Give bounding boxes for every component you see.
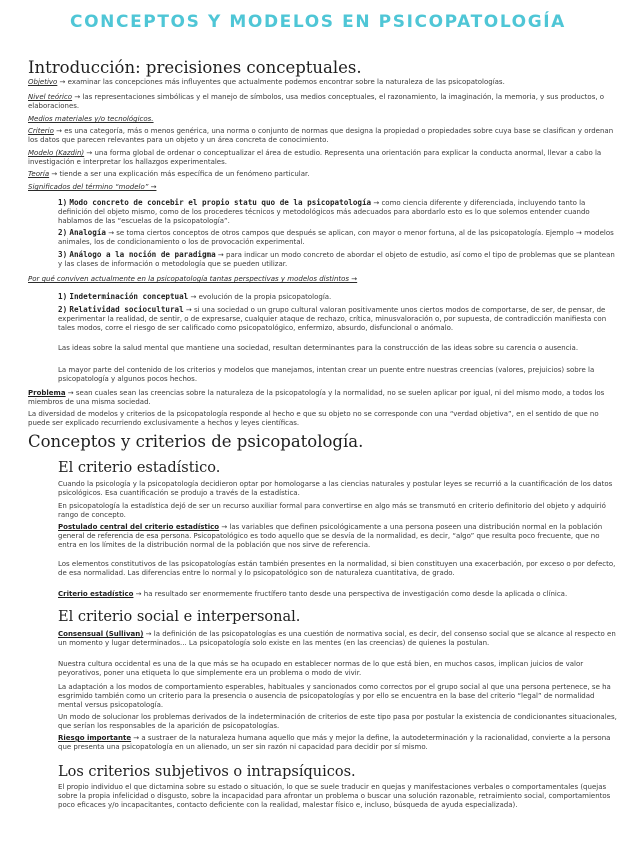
subsection-heading-estadistico: El criterio estadístico. — [58, 460, 221, 476]
paragraph-nivel-teorico — [28, 93, 620, 111]
list-text: → evolución de la propia psicopatología. — [188, 293, 332, 301]
paragraph-problema — [28, 389, 620, 407]
list-number: 1) — [58, 198, 68, 207]
list-label: Indeterminación conceptual — [69, 292, 189, 301]
term-text: → es una categoría, más o menos genérica, una norma o conjunto de normas que designa la propiedad o propiedades sobre cuya base se clasifican y ordenan los datos que parecen relevantes para un objeto y un área concreta de conocimiento. — [28, 127, 614, 144]
term-text: → las representaciones simbólicas y el manejo de símbolos, usa medios conceptuales, el razonamiento, la imaginación, la memoria, y sus productos, o elaboraciones. — [28, 93, 605, 110]
paragraph-ideas: Las ideas sobre la salud mental que mantiene una sociedad, resultan determinantes para la construcción de las ideas sobre su carencia o ausencia. — [58, 344, 579, 352]
list-text: → se toma ciertos conceptos de otros campos que después se aplican, con mayor o menor fortuna, al de las psicopatología. Ejemplo → modelos animales, los de condicionamiento o los de provocación experimental. — [58, 229, 614, 246]
term-label: Criterio estadístico — [58, 590, 134, 598]
paragraph-criterio-estadistico — [58, 590, 620, 599]
list-label: Analogía — [69, 228, 106, 237]
term-text: → las variables que definen psicológicamente a una persona poseen una distribución normal en la población general de referencia de esa persona. Psicopatológico es todo aquello que se desvía de la normalidad, es decir, “algo” que resulta poco frecuente, que no entra en los límites de la distribución normal de la población que nos sirve de referencia. — [58, 523, 603, 549]
paragraph-modelo — [28, 149, 620, 167]
paragraph-consensual — [58, 630, 620, 648]
term-label: Nivel teórico — [28, 93, 73, 101]
list-item-significado-2 — [58, 229, 620, 247]
list-number: 1) — [58, 292, 68, 301]
paragraph-riesgo — [58, 734, 620, 752]
list-text: → como ciencia diferente y diferenciada, incluyendo tanto la definición del objeto mismo, como de los procederes técnicos y metodológicos más adecuados para abordarlo esto es lo que solemos entender cuando hablamos de las “escuelas de la psicopatología”. — [58, 199, 590, 225]
list-label: Modo concreto de concebir el propio statu quo de la psicopatología — [69, 198, 372, 207]
paragraph-estadistico-2: En psicopatología la estadística dejó de ser un recurso auxiliar formal para convertirse en algo más se transmutó en criterio definitorio del objeto y adquirió rango de concepto. — [58, 502, 606, 519]
paragraph-social-1: Nuestra cultura occidental es una de la que más se ha ocupado en establecer normas de lo que está bien, en muchos casos, implican juicios de valor peyorativos, poner una etiqueta lo que simplemente era un problema o modo de vivir. — [58, 660, 584, 677]
list-item-significado-3 — [58, 251, 620, 269]
term-text: → a sustraer de la naturaleza humana aquello que más y mejor la define, la autodeterminación y la racionalidad, convierte a la persona que presenta una psicopatología en un alienado, un ser sin razón ni capacidad para decidir por sí mismo. — [58, 734, 611, 751]
paragraph-subjetivos-1: El propio individuo el que dictamina sobre su estado o situación, lo que se suele traducir en quejas y manifestaciones verbales o comportamentales (quejas sobre la propia infelicidad o disgusto, sobre la incapacidad para afrontar un problema o buscar una solución razonable, retraimiento social, comportamientos poco eficaces y/o incapacitantes, contacto deficiente con la realidad, malestar físico e, incluso, búsqueda de ayuda especializada). — [58, 783, 611, 809]
term-text: → examinar las concepciones más influyentes que actualmente podemos encontrar sobre la naturaleza de las psicopatologías. — [57, 78, 505, 86]
term-label: Por qué conviven actualmente en la psicopatología tantas perspectivas y modelos distintos → — [28, 275, 358, 283]
term-label: Riesgo importante — [58, 734, 132, 742]
term-text: → tiende a ser una explicación más específica de un fenómeno particular. — [49, 170, 310, 178]
paragraph-medios — [28, 115, 620, 124]
term-text: → ha resultado ser enormemente fructífero tanto desde una perspectiva de investigación como desde la aplicada o clínica. — [133, 590, 568, 598]
list-number: 2) — [58, 305, 68, 314]
paragraph-significados — [28, 183, 620, 192]
subsection-heading-subjetivos: Los criterios subjetivos o intrapsíquicos. — [58, 764, 356, 780]
term-label: Postulado central del criterio estadístico — [58, 523, 220, 531]
list-text: → para indicar un modo concreto de abordar el objeto de estudio, así como el tipo de problemas que se plantean y las clases de información o metodología que se pueden utilizar. — [58, 251, 615, 268]
term-label: Significados del término “modelo” → — [28, 183, 157, 191]
term-text: → la definición de las psicopatologías es una cuestión de normativa social, es decir, del consenso social que se alcance al respecto en un momento y lugar determinados... La psicopatología solo existe en las mentes (en las creencias) de quienes la postulan. — [58, 630, 616, 647]
term-label: Modelo (Kazdin) — [28, 149, 85, 157]
term-label: Problema — [28, 389, 66, 397]
paragraph-criterio — [28, 127, 620, 145]
list-text: → si una sociedad o un grupo cultural valoran positivamente unos ciertos modos de comportarse, de ser, de pensar, de experimentar la realidad, de sentir, o de expresarse, cualquier ataque de rechazo, crítica, minusvaloración o, por supuesta, de contradicción manifiesta con tales modos, corre el riesgo de ser calificado como psicopatológico, enfermizo, absurdo, disfuncional o anómalo. — [58, 306, 607, 332]
term-label: Teoría — [28, 170, 50, 178]
section-heading-intro: Introducción: precisiones conceptuales. — [28, 58, 362, 77]
list-item-significado-1 — [58, 199, 620, 225]
paragraph-estadistico-3: Los elementos constitutivos de las psicopatologías están también presentes en la normalidad, si bien constituyen una exacerbación, por exceso o por defecto, de esa normalidad. Las diferencias entre lo normal y lo psicopatológico son de naturaleza cuantitativa, de grado. — [58, 560, 616, 577]
paragraph-teoria — [28, 170, 620, 179]
term-label: Criterio — [28, 127, 54, 135]
section-heading-conceptos: Conceptos y criterios de psicopatología. — [28, 432, 364, 451]
term-text: → sean cuales sean las creencias sobre la naturaleza de la psicopatología y la normalidad, no se suelen aplicar por igual, ni del mismo modo, a todos los miembros de una misma sociedad. — [28, 389, 605, 406]
document-title: CONCEPTOS Y MODELOS EN PSICOPATOLOGÍA — [70, 12, 566, 32]
list-number: 3) — [58, 250, 68, 259]
list-item-conviven-2 — [58, 306, 620, 332]
paragraph-mayor-parte: La mayor parte del contenido de los criterios y modelos que manejamos, intentan crear un puente entre nuestras creencias (valores, prejuicios) sobre la psicopatología y algunos pocos hechos. — [58, 366, 595, 383]
paragraph-social-2: La adaptación a los modos de comportamiento esperables, habituales y sancionados como correctos por el grupo social al que una persona pertenece, se ha esgrimido también como un criterio para la presencia o ausencia de psicopatologías y por ello se encuentra en la base del criterio “legal” de normalidad mental versus psicopatología. — [58, 683, 611, 709]
paragraph-estadistico-1: Cuando la psicología y la psicopatología decidieron optar por homologarse a las ciencias naturales y postular leyes se recurrió a la cuantificación de los datos psicológicos. Esa cuantificación se produjo a través de la estadística. — [58, 480, 613, 497]
list-label: Análogo a la noción de paradigma — [69, 250, 216, 259]
paragraph-objetivo — [28, 78, 620, 87]
paragraph-postulado — [58, 523, 620, 549]
term-text: → una forma global de ordenar o conceptualizar el área de estudio. Representa una orientación para explicar la conducta anormal, llevar a cabo la investigación e interpretar los hallazgos experimentales. — [28, 149, 602, 166]
paragraph-social-3: Un modo de solucionar los problemas derivados de la indeterminación de criterios de este tipo pasa por postular la existencia de condicionantes situacionales, que serían los responsables de la aparición de psicopatologías. — [58, 713, 617, 730]
paragraph-diversidad: La diversidad de modelos y criterios de la psicopatología responde al hecho e que su objeto no se corresponde con una “verdad objetiva”, en el sentido de que no puede ser explicado recurriendo exclusivamente a hechos y leyes científicas. — [28, 410, 599, 427]
list-label: Relatividad sociocultural — [69, 305, 184, 314]
list-number: 2) — [58, 228, 68, 237]
paragraph-conviven — [28, 275, 620, 284]
term-label: Consensual (Sullivan) — [58, 630, 144, 638]
list-item-conviven-1 — [58, 293, 620, 302]
term-label: Objetivo — [28, 78, 58, 86]
term-label: Medios materiales y/o tecnológicos. — [28, 115, 154, 123]
subsection-heading-social: El criterio social e interpersonal. — [58, 609, 301, 625]
